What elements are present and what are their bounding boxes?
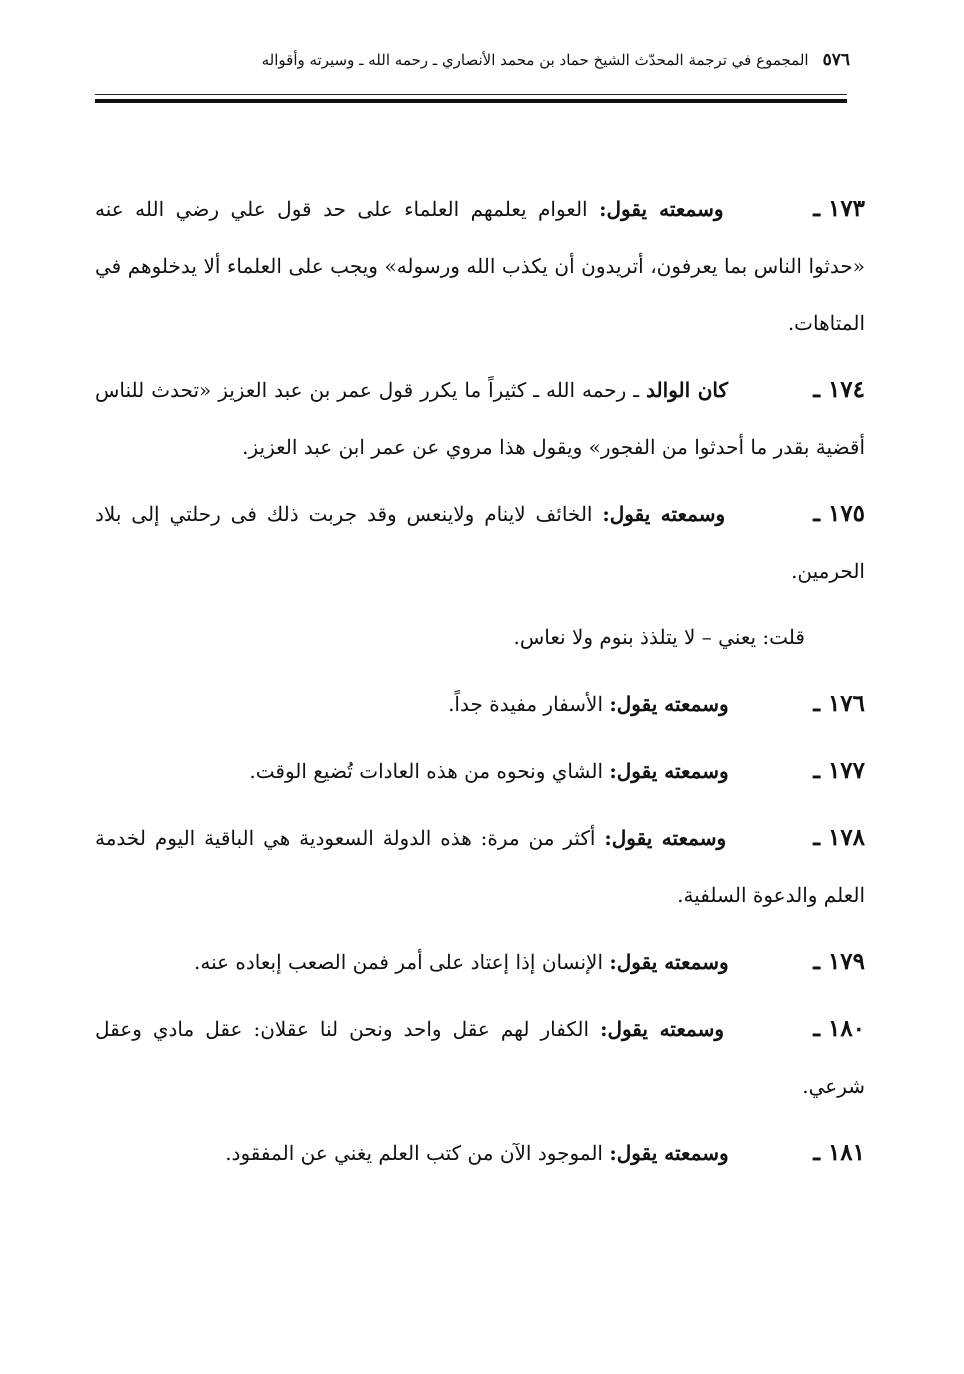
body-text bbox=[95, 180, 865, 1191]
entry-number: ١٧٤ ـ bbox=[813, 376, 866, 403]
entry-text: الشاي ونحوه من هذه العادات تُضيع الوقت. bbox=[249, 759, 603, 783]
entry-178 bbox=[95, 809, 865, 924]
entry-number: ١٨١ ـ bbox=[813, 1139, 865, 1166]
entry-177 bbox=[95, 742, 865, 800]
entry-text: العوام يعلمهم العلماء على حد قول علي رضي الله عنه «حدثوا الناس بما يعرفون، أتريدون أن يكذب الله ورسوله» ويجب على العلماء ألا يدخلوهم في المتاهات. bbox=[95, 197, 865, 335]
entry-173 bbox=[95, 180, 865, 352]
entry-text: ـ رحمه الله ـ كثيراً ما يكرر قول عمر بن عبد العزيز «تحدث للناس أقضية بقدر ما أحدثوا من الفجور» ويقول هذا مروي عن عمر ابن عبد العزيز. bbox=[95, 378, 865, 459]
entry-number: ١٨٠ ـ bbox=[813, 1015, 866, 1042]
running-header bbox=[190, 50, 850, 70]
entry-text: الإنسان إذا إعتاد على أمر فمن الصعب إبعاده عنه. bbox=[193, 950, 603, 974]
entry-180 bbox=[95, 1000, 865, 1115]
entry-number: ١٧٨ ـ bbox=[813, 824, 866, 851]
entry-text: الكفار لهم عقل واحد ونحن لنا عقلان: عقل مادي وعقل شرعي. bbox=[95, 1017, 865, 1098]
entry-number: ١٧٥ ـ bbox=[813, 500, 866, 527]
entry-lead: كان الوالد bbox=[646, 378, 729, 402]
running-title: المجموع في ترجمة المحدّث الشيخ حماد بن محمد الأنصاري ـ رحمه الله ـ وسيرته وأقواله bbox=[261, 51, 809, 69]
entry-lead: وسمعته يقول: bbox=[609, 692, 729, 716]
entry-175 bbox=[95, 485, 865, 600]
entry-number: ١٧٦ ـ bbox=[813, 690, 865, 717]
header-rule-thick bbox=[95, 99, 847, 103]
entry-lead: وسمعته يقول: bbox=[604, 826, 727, 850]
entry-lead: وسمعته يقول: bbox=[609, 950, 729, 974]
entry-lead: وسمعته يقول: bbox=[609, 1141, 729, 1165]
entry-text: الأسفار مفيدة جداً. bbox=[448, 692, 603, 716]
entry-lead: وسمعته يقول: bbox=[609, 759, 729, 783]
entry-181 bbox=[95, 1124, 865, 1182]
editor-note: قلت: يعني – لا يتلذذ بنوم ولا نعاس. bbox=[513, 625, 805, 649]
entry-text: الخائف لاينام ولاينعس وقد جربت ذلك فى رحلتي إلى بلاد الحرمين. bbox=[95, 502, 865, 583]
entry-text: الموجود الآن من كتب العلم يغني عن المفقود. bbox=[225, 1141, 603, 1165]
entry-176 bbox=[95, 675, 865, 733]
entry-text: أكثر من مرة: هذه الدولة السعودية هي الباقية اليوم لخدمة العلم والدعوة السلفية. bbox=[95, 826, 865, 907]
entry-174 bbox=[95, 361, 865, 476]
entry-179 bbox=[95, 933, 865, 991]
entry-lead: وسمعته يقول: bbox=[602, 502, 726, 526]
entry-lead: وسمعته يقول: bbox=[599, 197, 724, 221]
entry-number: ١٧٣ ـ bbox=[813, 195, 866, 222]
entry-number: ١٧٩ ـ bbox=[813, 948, 865, 975]
entry-number: ١٧٧ ـ bbox=[813, 757, 865, 784]
entry-lead: وسمعته يقول: bbox=[600, 1017, 724, 1041]
page-number: ٥٧٦ bbox=[822, 50, 850, 70]
header-rule-thin bbox=[95, 94, 847, 95]
